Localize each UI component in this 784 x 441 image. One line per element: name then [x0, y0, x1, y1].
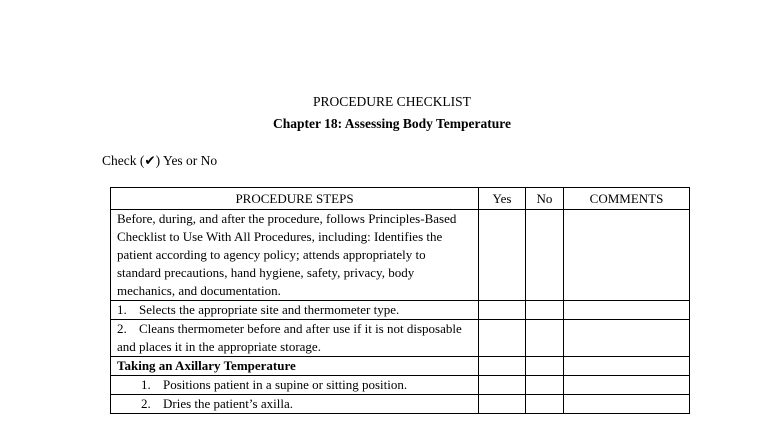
- table-row: [111, 210, 690, 301]
- section-heading: Taking an Axillary Temperature: [111, 357, 479, 376]
- chapter-subtitle: Chapter 18: Assessing Body Temperature: [272, 116, 512, 131]
- procedure-table: [110, 187, 690, 414]
- table-row: [111, 357, 690, 376]
- comments-cell[interactable]: [564, 357, 690, 376]
- yes-cell[interactable]: [479, 210, 526, 301]
- comments-cell[interactable]: [564, 376, 690, 395]
- no-cell[interactable]: [526, 320, 564, 357]
- comments-cell[interactable]: [564, 210, 690, 301]
- step-text: Cleans thermometer before and after use if it is not disposable and places it in the appropriate storage.: [117, 321, 462, 354]
- step-text: Before, during, and after the procedure, follows Principles-Based Checklist to Use With All Procedures, including: Identifies the patient according to agency policy; attends appropriately to standard precautions, hand hygiene, safety, privacy, body mechanics, and documentation.: [111, 210, 479, 301]
- step-number: 2.: [141, 396, 151, 411]
- header-procedure-steps: PROCEDURE STEPS: [111, 188, 479, 210]
- yes-cell[interactable]: [479, 376, 526, 395]
- no-cell[interactable]: [526, 395, 564, 414]
- table-header-row: [111, 188, 690, 210]
- step-cell: [111, 376, 479, 395]
- comments-cell[interactable]: [564, 395, 690, 414]
- table-row: [111, 395, 690, 414]
- check-prefix: Check (: [102, 153, 145, 168]
- no-cell[interactable]: [526, 357, 564, 376]
- yes-cell[interactable]: [479, 357, 526, 376]
- no-cell[interactable]: [526, 210, 564, 301]
- checklist-title: PROCEDURE CHECKLIST: [313, 94, 471, 109]
- header-comments: COMMENTS: [564, 188, 690, 210]
- no-cell[interactable]: [526, 301, 564, 320]
- no-cell[interactable]: [526, 376, 564, 395]
- step-text: Dries the patient’s axilla.: [163, 396, 293, 411]
- step-cell: [111, 320, 479, 357]
- header-no: No: [526, 188, 564, 210]
- yes-cell[interactable]: [479, 395, 526, 414]
- checkmark-icon: ✔: [144, 153, 156, 168]
- step-cell: [111, 301, 479, 320]
- yes-cell[interactable]: [479, 301, 526, 320]
- table-row: [111, 301, 690, 320]
- step-number: 2.: [117, 321, 127, 336]
- comments-cell[interactable]: [564, 301, 690, 320]
- step-text: Selects the appropriate site and thermometer type.: [139, 302, 400, 317]
- step-cell: [111, 395, 479, 414]
- yes-cell[interactable]: [479, 320, 526, 357]
- step-number: 1.: [117, 302, 127, 317]
- table-row: [111, 320, 690, 357]
- comments-cell[interactable]: [564, 320, 690, 357]
- check-suffix: ) Yes or No: [155, 153, 218, 168]
- table-row: [111, 376, 690, 395]
- header-yes: Yes: [479, 188, 526, 210]
- step-text: Positions patient in a supine or sitting position.: [163, 377, 408, 392]
- step-number: 1.: [141, 377, 151, 392]
- check-instruction: [102, 153, 217, 169]
